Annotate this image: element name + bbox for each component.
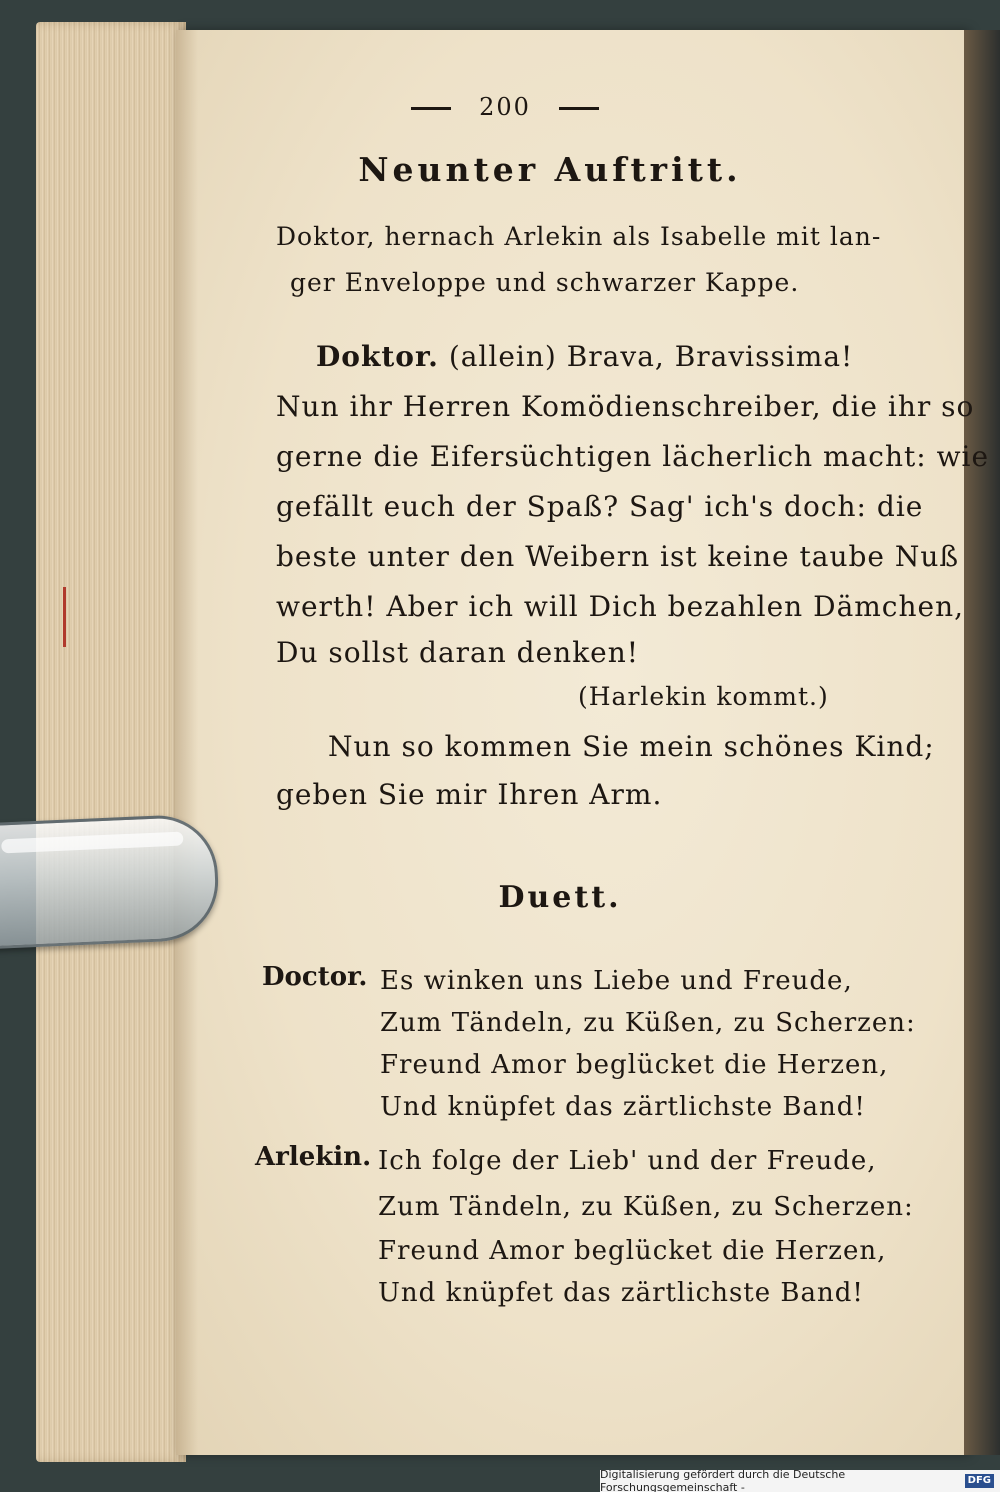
verse-line: Es winken uns Liebe und Freude, xyxy=(380,966,853,996)
stage-direction-line-1: Doktor, hernach Arlekin als Isabelle mit lan- xyxy=(276,222,882,251)
speech2-line: geben Sie mir Ihren Arm. xyxy=(276,778,663,811)
song-title: Duett. xyxy=(498,880,622,915)
footer-credit-bar xyxy=(600,1470,1000,1492)
page-number-dash-left xyxy=(411,107,451,110)
page-number-value: 200 xyxy=(479,93,531,121)
verse-line: Freund Amor beglücket die Herzen, xyxy=(380,1050,889,1080)
verse-speaker: Arlekin. xyxy=(255,1142,372,1172)
stage-direction-line-2: ger Enveloppe und schwarzer Kappe. xyxy=(290,268,800,297)
verse-line: Zum Tändeln, zu Küßen, zu Scherzen: xyxy=(380,1008,916,1038)
verse-line: Und knüpfet das zärtlichste Band! xyxy=(378,1278,864,1308)
dfg-logo: DFG xyxy=(965,1474,994,1488)
speech-line: beste unter den Weibern ist keine taube Nuß xyxy=(276,540,960,573)
verse-line: Ich folge der Lieb' und der Freude, xyxy=(378,1146,877,1176)
speech-line: gerne die Eifersüchtigen lächerlich macht: wie xyxy=(276,440,990,473)
verse-line: Zum Tändeln, zu Küßen, zu Scherzen: xyxy=(378,1192,914,1222)
speech2-line: Nun so kommen Sie mein schönes Kind; xyxy=(328,730,935,763)
book-page-edges xyxy=(36,22,186,1462)
speech-line: werth! Aber ich will Dich bezahlen Dämchen, xyxy=(276,590,965,623)
speech-first-line xyxy=(316,340,853,373)
speech-speaker: Doktor. xyxy=(316,340,439,373)
footer-credit-text: Digitalisierung gefördert durch die Deutsche Forschungsgemeinschaft - xyxy=(600,1468,846,1492)
speech-line: Du sollst daran denken! xyxy=(276,636,640,669)
verse-speaker: Doctor. xyxy=(262,962,368,992)
verse-line: Und knüpfet das zärtlichste Band! xyxy=(380,1092,866,1122)
page-number xyxy=(295,93,715,121)
verse-line: Freund Amor beglücket die Herzen, xyxy=(378,1236,887,1266)
scene-title: Neunter Auftritt. xyxy=(358,150,742,189)
page-holder-weight xyxy=(0,813,221,949)
facing-page-edge xyxy=(964,30,1000,1455)
page-number-dash-right xyxy=(559,107,599,110)
speech-line: Nun ihr Herren Komödienschreiber, die ihr so xyxy=(276,390,975,423)
speech-first-line-rest: (allein) Brava, Bravissima! xyxy=(448,340,854,373)
entrance-direction: (Harlekin kommt.) xyxy=(578,682,829,711)
red-bookmark-mark xyxy=(63,587,66,647)
speech-line: gefällt euch der Spaß? Sag' ich's doch: die xyxy=(276,490,924,523)
